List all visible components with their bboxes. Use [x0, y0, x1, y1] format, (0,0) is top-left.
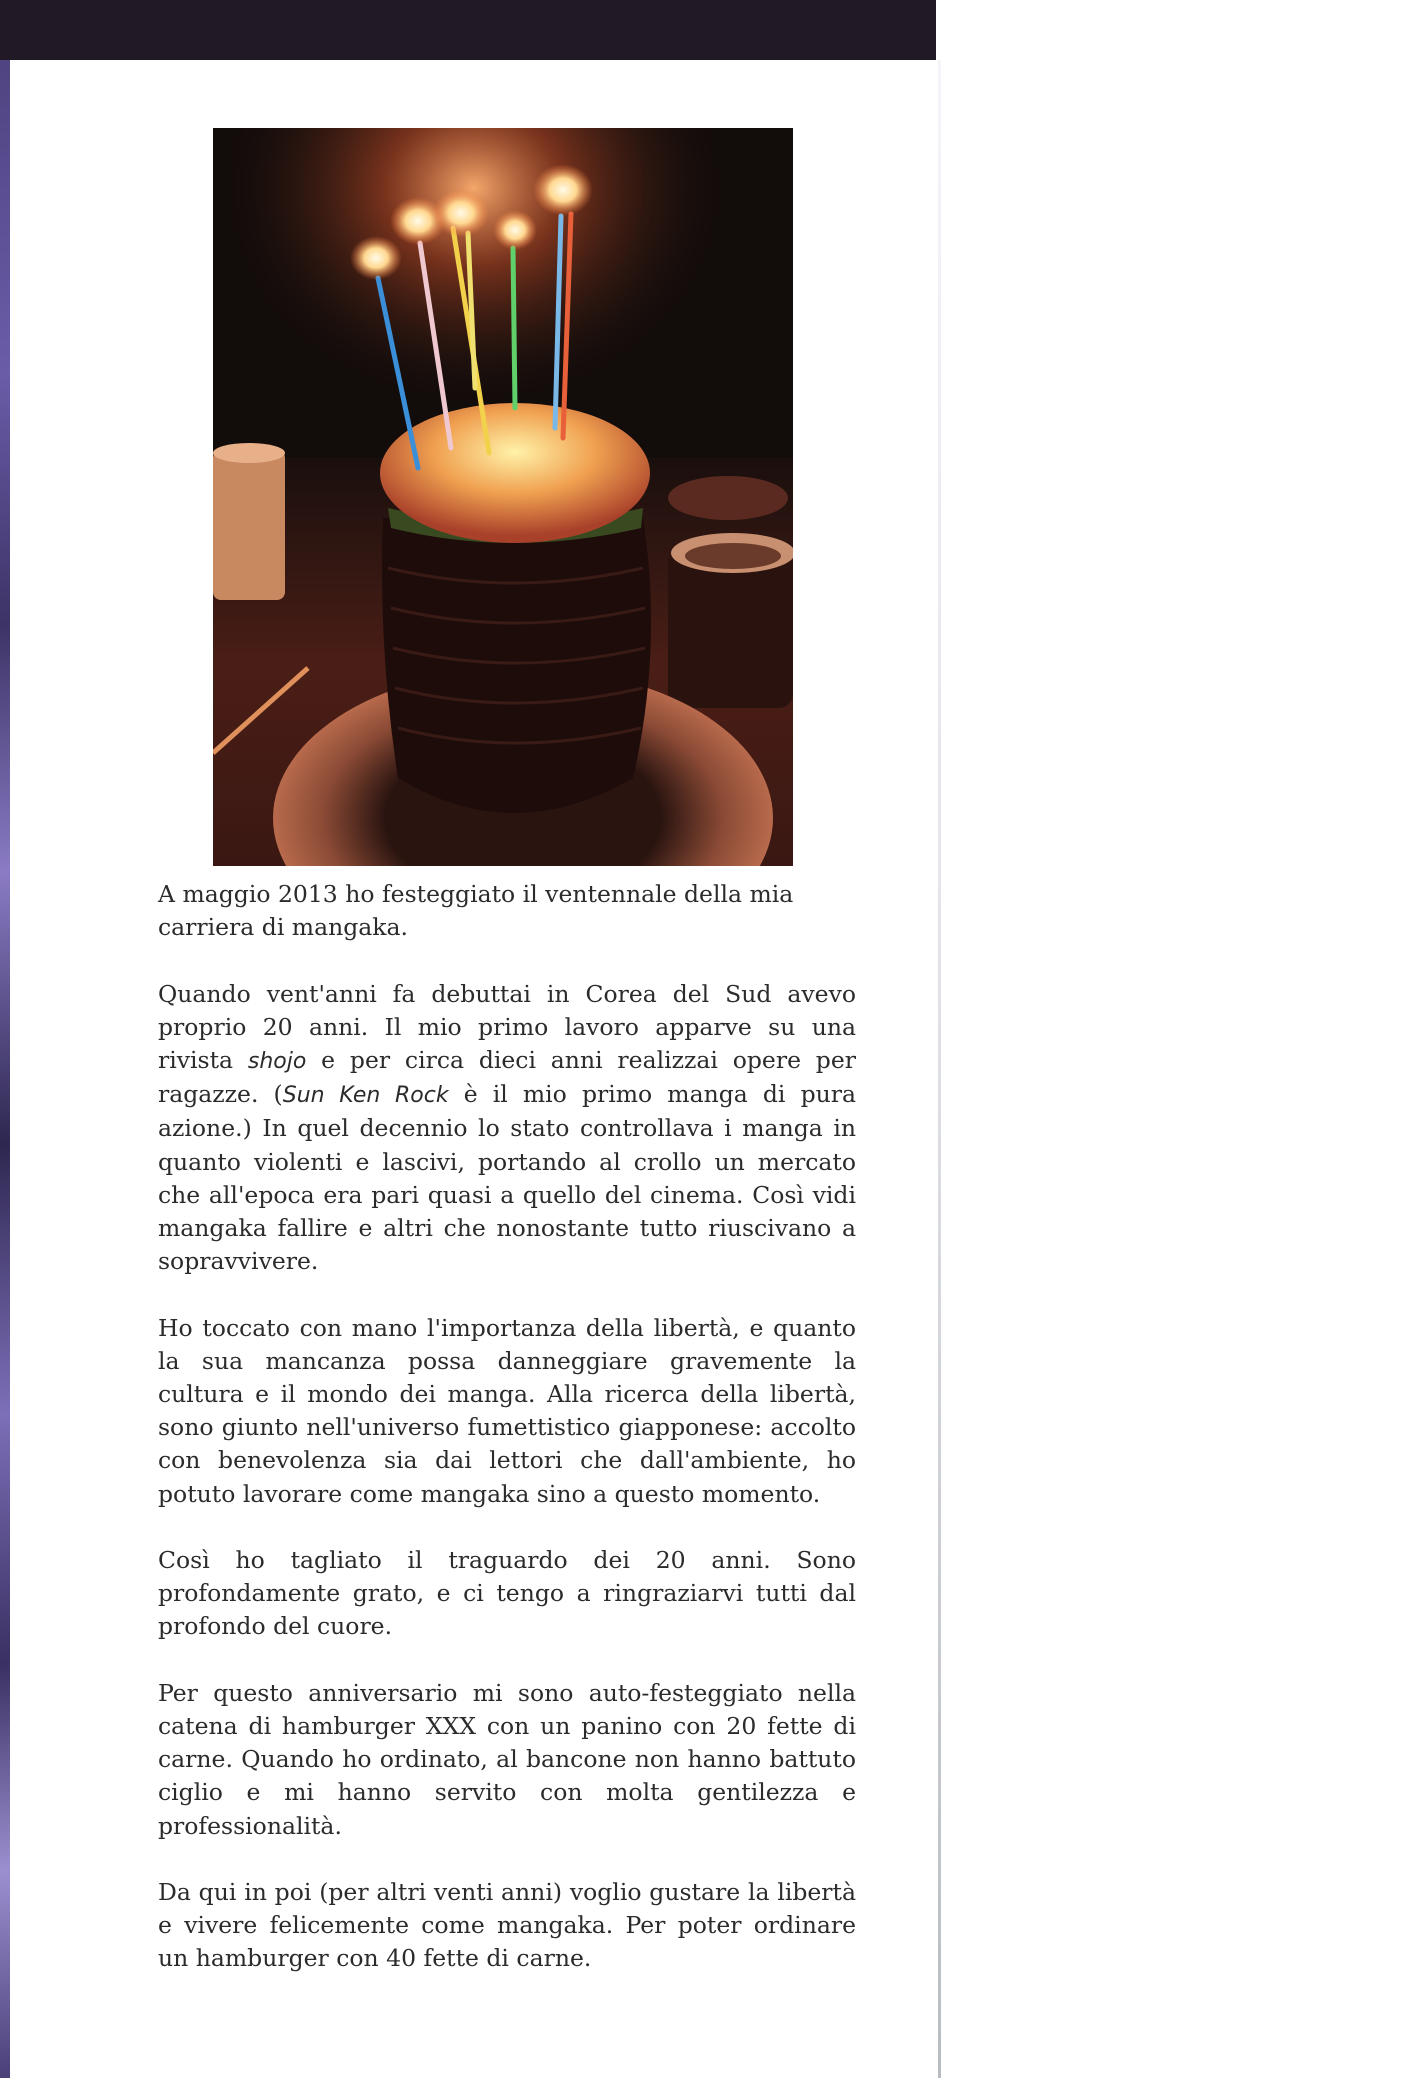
burger-birthday-photo	[213, 128, 793, 866]
paragraph-thanks: Così ho tagliato il traguardo dei 20 anni. Sono profondamente grato, e ci tengo a ringraziarvi tutti dal profondo del cuore.	[158, 1546, 856, 1641]
adjacent-page-edge	[0, 0, 10, 2078]
scan-top-border	[0, 0, 936, 60]
text-span: Quando vent'anni fa debuttai in Corea del Sud avevo proprio 20 anni. Il mio primo lavoro apparve su una rivista	[158, 979, 856, 1074]
italic-title-sun-ken-rock: Sun Ken Rock	[282, 1083, 449, 1109]
page-right-edge	[938, 60, 941, 2078]
article-text	[158, 878, 856, 1976]
paragraph-future: Da qui in poi (per altri venti anni) voglio gustare la libertà e vivere felicemente come mangaka. Per poter ordinare un hamburger con 40 fette di carne.	[158, 1878, 856, 1973]
text-span: è il mio primo manga di pura azione.) In quel decennio lo stato controllava i manga in quanto violenti e lascivi, portando al crollo un mercato che all'epoca era pari quasi a quello del cinema. Così vidi mangaka fallire e altri che nonostante tutto riuscivano a sopravvivere.	[158, 1080, 856, 1276]
photo-caption: A maggio 2013 ho festeggiato il ventennale della mia carriera di mangaka.	[158, 880, 794, 942]
paragraph-freedom: Ho toccato con mano l'importanza della libertà, e quanto la sua mancanza possa danneggiare gravemente la cultura e il mondo dei manga. Alla ricerca della libertà, sono giunto nell'universo fumettistico giapponese: accolto con benevolenza sia dai lettori che dall'ambiente, ho potuto lavorare come mangaka sino a questo momento.	[158, 1313, 856, 1508]
italic-term-shojo: shojo	[247, 1049, 307, 1074]
text-span: e per circa dieci anni realizzai opere per ragazze. (	[158, 1046, 856, 1109]
paragraph-hamburger: Per questo anniversario mi sono auto-festeggiato nella catena di hamburger XXX con un panino con 20 fette di carne. Quando ho ordinato, al bancone non hanno battuto ciglio e mi hanno servito con molta gentilezza e professionalità.	[158, 1678, 856, 1840]
paragraph-debut	[158, 978, 856, 1279]
